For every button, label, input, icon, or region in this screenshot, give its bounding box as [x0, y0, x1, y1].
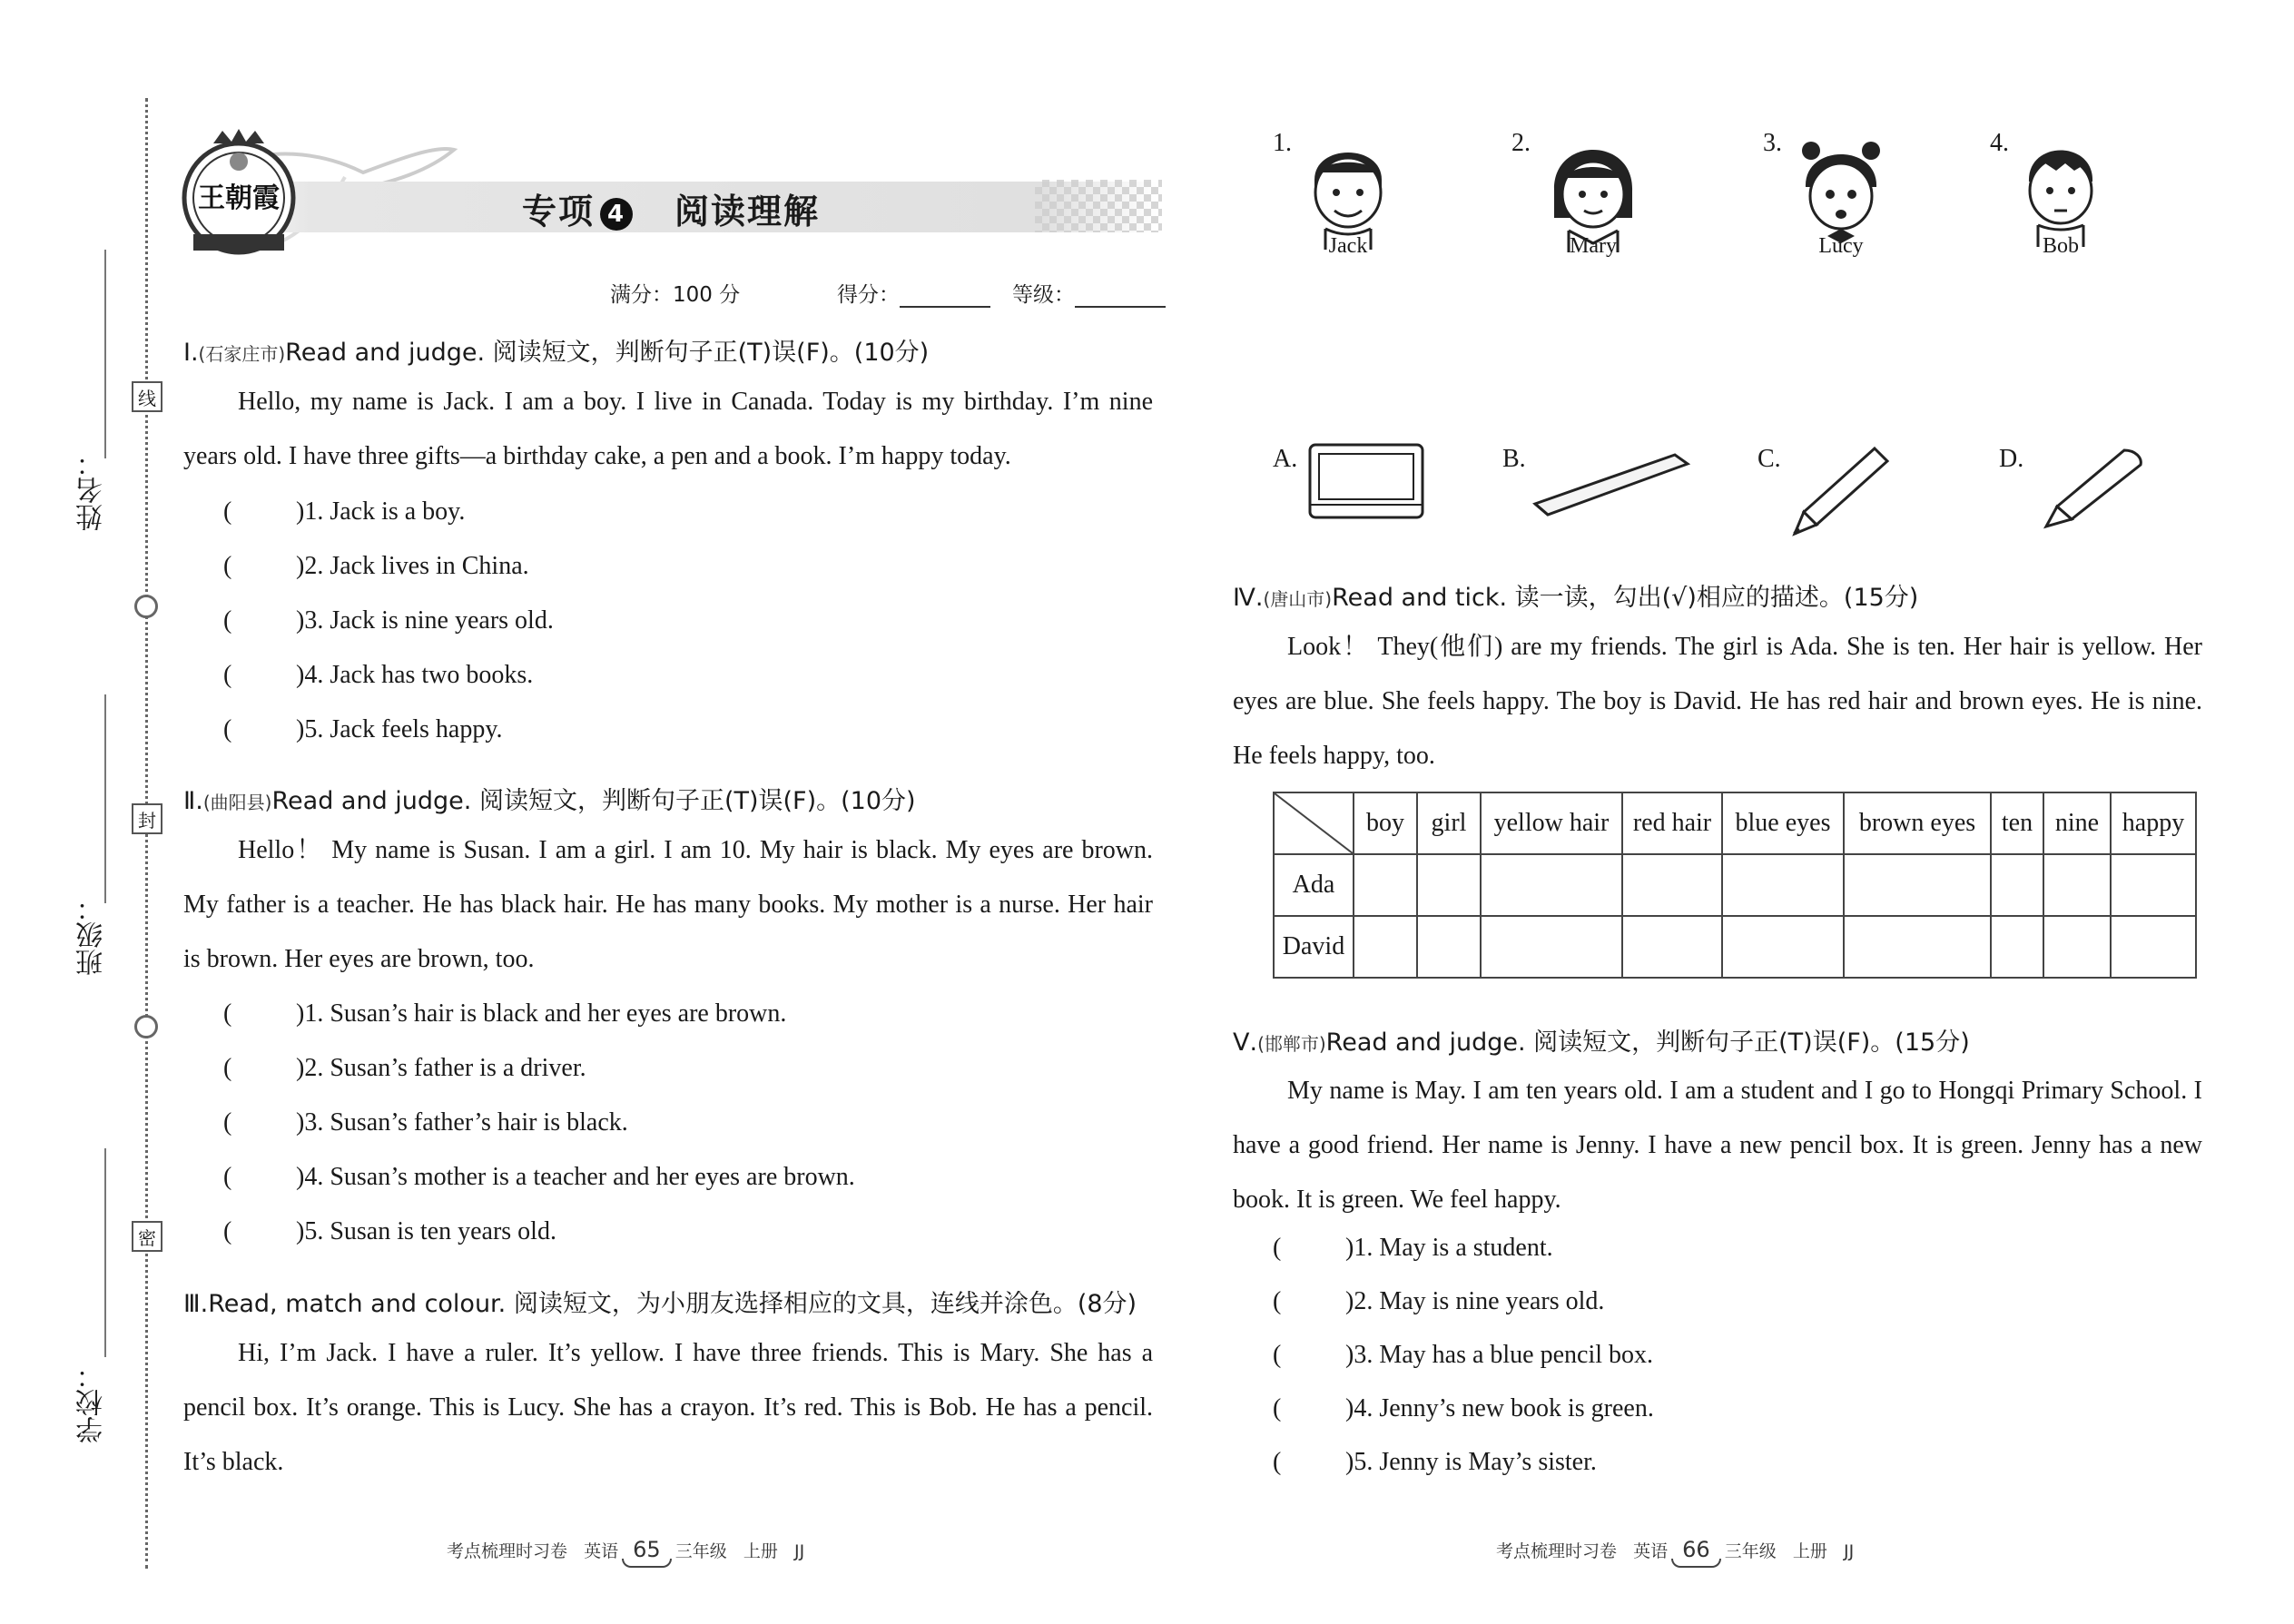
column-header: ten — [1991, 792, 2043, 854]
table-row — [1274, 916, 2196, 978]
section-2-passage: Hello！ My name is Susan. I am a girl. I am 10. My hair is black. My eyes are brown. My father is a teacher. He has black hair. He has many books. My mother is a nurse. Her hair is brown. Her eyes are brown, too. — [183, 836, 1153, 973]
question-row[interactable]: ( )5. Jenny is May’s sister. — [1273, 1448, 1597, 1476]
answer-paren[interactable]: ( — [223, 1054, 232, 1082]
kid-name: Lucy — [1818, 234, 1864, 258]
seal-char-xian: 线 — [132, 381, 162, 412]
binding-knot-icon — [134, 1015, 158, 1038]
name-label: 姓名： — [77, 449, 107, 531]
answer-paren[interactable]: ( — [1273, 1394, 1282, 1422]
tick-cell[interactable] — [1722, 854, 1844, 916]
kid-name: Mary — [1570, 234, 1617, 258]
section-4-passage: Look！ They(他们) are my friends. The girl is Ada. She is ten. Her hair is yellow. Her eyes are blue. She feels happy. The boy is David. He has red hair and brown eyes. He is nine. He feels happy, too. — [1233, 633, 2202, 770]
footer-left: 考点梳理时习卷 英语 65 三年级 上册 JJ — [447, 1537, 805, 1562]
tick-cell[interactable] — [2111, 916, 2196, 978]
score-field[interactable] — [837, 278, 990, 308]
answer-paren[interactable]: ( — [223, 999, 232, 1028]
class-write-line — [104, 694, 106, 903]
score-blank[interactable] — [900, 284, 990, 308]
question-row[interactable]: ( )4. Jenny’s new book is green. — [1273, 1394, 1654, 1422]
column-header: nine — [2043, 792, 2111, 854]
question-row[interactable]: ( )3. May has a blue pencil box. — [1273, 1341, 1654, 1369]
answer-paren[interactable]: ( — [1273, 1341, 1282, 1369]
question-row[interactable]: ( )5. Susan is ten years old. — [223, 1217, 556, 1245]
title-text: 阅读理解 — [674, 192, 821, 231]
section-5-heading: Ⅴ.(邯郸市)Read and judge. 阅读短文，判断句子正(T)误(F)。(15分) — [1233, 1029, 1970, 1057]
item-letter: C. — [1757, 445, 1781, 473]
question-row[interactable]: ( )4. Jack has two books. — [223, 661, 534, 689]
section-1-passage: Hello, my name is Jack. I am a boy. I live in Canada. Today is my birthday. I’m nine years old. I have three gifts—a birthday cake, a pen and a book. I’m happy today. — [183, 388, 1153, 470]
tick-cell[interactable] — [1481, 916, 1622, 978]
table-row — [1274, 854, 2196, 916]
tick-cell[interactable] — [1354, 854, 1417, 916]
page-number: 65 — [627, 1537, 666, 1562]
column-header: happy — [2111, 792, 2196, 854]
question-row[interactable]: ( )5. Jack feels happy. — [223, 715, 503, 743]
seal-char-mi: 密 — [132, 1221, 162, 1252]
question-row[interactable]: ( )2. May is nine years old. — [1273, 1287, 1605, 1315]
answer-paren[interactable]: ( — [223, 606, 232, 635]
row-header: Ada — [1274, 854, 1354, 916]
column-header: red hair — [1622, 792, 1722, 854]
kid-name: Jack — [1328, 234, 1368, 258]
question-row[interactable]: ( )3. Jack is nine years old. — [223, 606, 554, 635]
answer-paren[interactable]: ( — [223, 1217, 232, 1245]
page-number: 66 — [1677, 1537, 1716, 1562]
question-row[interactable]: ( )1. Jack is a boy. — [223, 497, 466, 526]
answer-paren[interactable]: ( — [223, 1163, 232, 1191]
title-number-badge: 4 — [600, 198, 633, 231]
school-label: 学校： — [77, 1362, 107, 1443]
question-row[interactable]: ( )1. May is a student. — [1273, 1234, 1553, 1262]
pencil-icon[interactable] — [1784, 441, 1893, 541]
answer-paren[interactable]: ( — [223, 715, 232, 743]
tick-cell[interactable] — [2043, 916, 2111, 978]
column-header: girl — [1417, 792, 1481, 854]
name-write-line — [104, 250, 106, 458]
answer-paren[interactable]: ( — [223, 497, 232, 526]
grade-field[interactable] — [1012, 278, 1166, 308]
answer-paren[interactable]: ( — [1273, 1287, 1282, 1315]
tick-cell[interactable] — [1991, 916, 2043, 978]
kid-number: 2. — [1511, 129, 1531, 157]
page-title — [522, 183, 820, 233]
tick-cell[interactable] — [1622, 916, 1722, 978]
section-5-passage: My name is May. I am ten years old. I am a student and I go to Hongqi Primary School. I have a good friend. Her name is Jenny. I have a new pencil box. It is green. Jenny has a new book. It is green. We feel happy. — [1233, 1077, 2202, 1214]
question-row[interactable]: ( )4. Susan’s mother is a teacher and her eyes are brown. — [223, 1163, 855, 1191]
footer-right: 考点梳理时习卷 英语 66 三年级 上册 JJ — [1496, 1537, 1855, 1562]
tick-cell[interactable] — [1354, 916, 1417, 978]
tick-cell[interactable] — [1722, 916, 1844, 978]
grade-label: 等级： — [1012, 283, 1075, 307]
seal-char-feng: 封 — [132, 803, 162, 834]
crayon-icon[interactable] — [2033, 443, 2151, 534]
tick-cell[interactable] — [2111, 854, 2196, 916]
column-header: blue eyes — [1722, 792, 1844, 854]
ruler-icon[interactable] — [1530, 440, 1693, 522]
tick-cell[interactable] — [2043, 854, 2111, 916]
tick-cell[interactable] — [1844, 854, 1991, 916]
question-row[interactable]: ( )1. Susan’s hair is black and her eyes are brown. — [223, 999, 787, 1028]
kid-number: 3. — [1763, 129, 1782, 157]
pencil-box-icon[interactable] — [1303, 436, 1430, 527]
tick-cell[interactable] — [1417, 916, 1481, 978]
score-label: 得分： — [837, 283, 900, 307]
row-header: David — [1274, 916, 1354, 978]
section-3-passage: Hi, I’m Jack. I have a ruler. It’s yellow. I have three friends. This is Mary. She has a pencil box. It’s orange. This is Lucy. She has a crayon. It’s red. This is Bob. He has a pencil. It’s black. — [183, 1339, 1153, 1476]
answer-paren[interactable]: ( — [223, 661, 232, 689]
question-row[interactable]: ( )2. Jack lives in China. — [223, 552, 529, 580]
tick-cell[interactable] — [1417, 854, 1481, 916]
logo-text: 王朝霞 — [198, 182, 280, 214]
column-header: yellow hair — [1481, 792, 1622, 854]
question-row[interactable]: ( )3. Susan’s father’s hair is black. — [223, 1108, 628, 1137]
item-letter: B. — [1502, 445, 1526, 473]
answer-paren[interactable]: ( — [223, 552, 232, 580]
tick-table — [1273, 792, 2197, 979]
section-3-heading: Ⅲ.Read, match and colour. 阅读短文，为小朋友选择相应的文具，连线并涂色。(8分) — [183, 1290, 1137, 1318]
diagonal-corner-cell — [1274, 792, 1354, 854]
answer-paren[interactable]: ( — [1273, 1448, 1282, 1476]
table-header-row — [1274, 792, 2196, 854]
tick-cell[interactable] — [1622, 854, 1722, 916]
tick-cell[interactable] — [1844, 916, 1991, 978]
item-letter: A. — [1273, 445, 1298, 473]
kid-name: Bob — [2042, 234, 2079, 258]
full-marks: 满分：100 分 — [610, 283, 741, 307]
kid-number: 1. — [1273, 129, 1292, 157]
answer-paren[interactable]: ( — [223, 1108, 232, 1137]
school-write-line — [104, 1148, 106, 1357]
question-row[interactable]: ( )2. Susan’s father is a driver. — [223, 1054, 586, 1082]
section-4-heading: Ⅳ.(唐山市)Read and tick. 读一读，勾出(√)相应的描述。(15分) — [1233, 584, 1919, 612]
title-prefix: 专项 — [522, 192, 596, 231]
section-1-heading: Ⅰ.(石家庄市)Read and judge. 阅读短文，判断句子正(T)误(F)。(10分) — [183, 339, 930, 367]
kid-number: 4. — [1990, 129, 2009, 157]
tick-cell[interactable] — [1481, 854, 1622, 916]
answer-paren[interactable]: ( — [1273, 1234, 1282, 1262]
checker-decoration — [1035, 180, 1162, 232]
item-letter: D. — [1999, 445, 2024, 473]
section-2-heading: Ⅱ.(曲阳县)Read and judge. 阅读短文，判断句子正(T)误(F)。(10分) — [183, 787, 916, 815]
publisher-logo — [177, 127, 300, 259]
binding-knot-icon — [134, 595, 158, 618]
column-header: brown eyes — [1844, 792, 1991, 854]
tick-cell[interactable] — [1991, 854, 2043, 916]
grade-blank[interactable] — [1075, 284, 1166, 308]
class-label: 班级： — [77, 894, 107, 976]
column-header: boy — [1354, 792, 1417, 854]
